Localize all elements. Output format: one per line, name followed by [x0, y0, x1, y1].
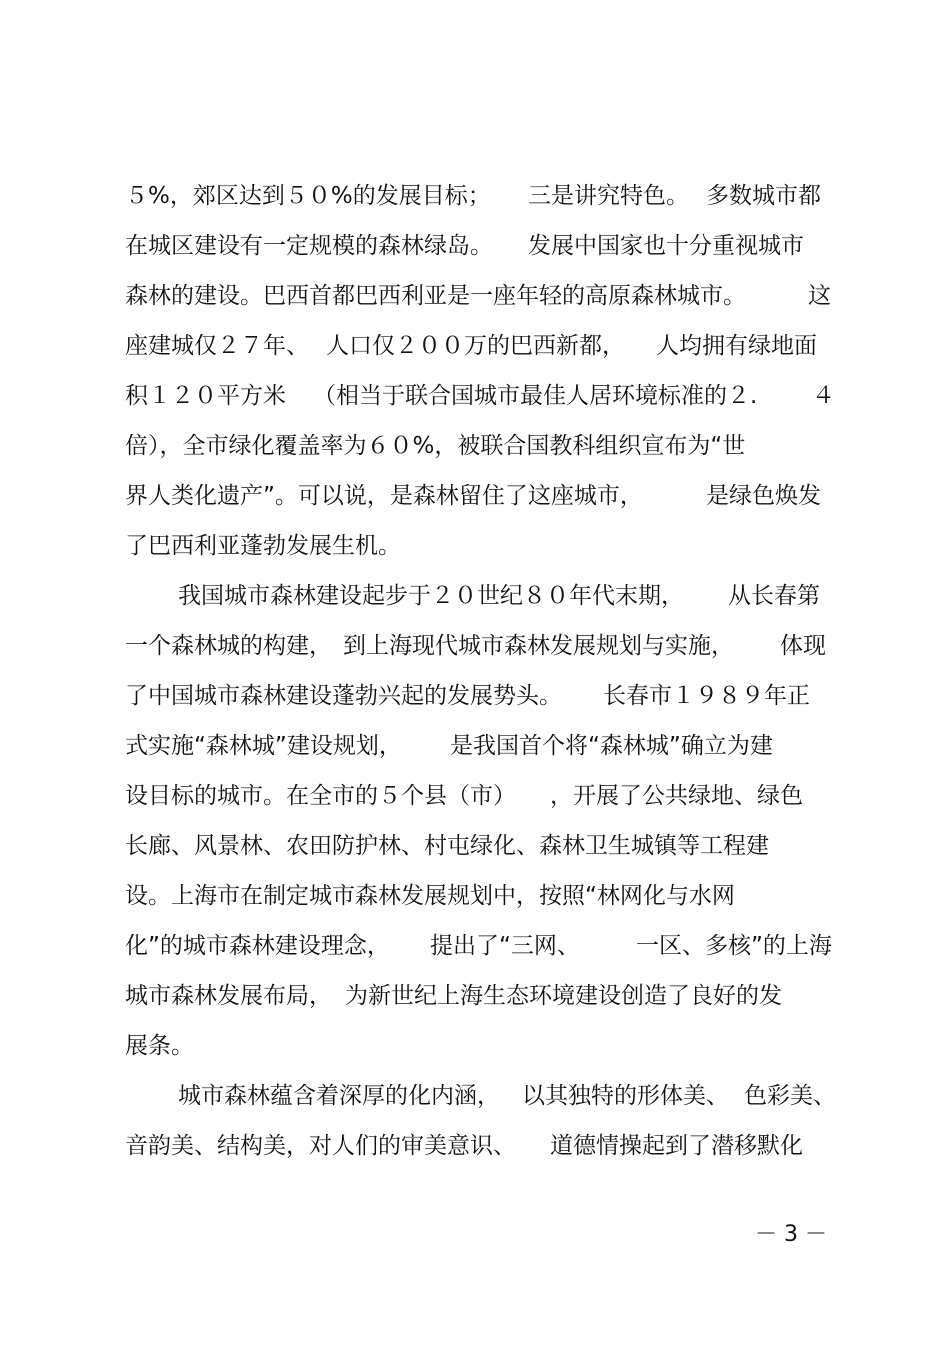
text-segment: 从长春第: [728, 583, 820, 609]
text-segment: 提出了“三网、: [430, 933, 580, 959]
text-segment: 长春市１９８９年正: [603, 683, 810, 709]
text-segment: 是我国首个将“森林城”确立为建: [450, 733, 773, 759]
text-line: [0, 826, 950, 866]
text-segment: 森林的建设。巴西首都巴西利亚是一座年轻的高原森林城市。: [125, 283, 746, 309]
text-segment: （相当于联合国城市最佳人居环境标准的２.: [313, 383, 758, 409]
text-line: [0, 876, 950, 916]
text-line: [0, 276, 950, 316]
text-segment: 人均拥有绿地面: [656, 333, 817, 359]
text-segment: 多数城市都: [706, 183, 821, 209]
text-line: [0, 626, 950, 666]
text-segment: 在城区建设有一定规模的森林绿岛。: [125, 233, 493, 259]
text-segment: ４: [812, 383, 835, 409]
text-segment: 发展中国家也十分重视城市: [528, 233, 804, 259]
text-segment: 道德情操起到了潜移默化: [550, 1133, 803, 1159]
text-line: [0, 526, 950, 566]
text-segment: 界人类化遗产”。可以说，是森林留住了这座城市，: [125, 483, 643, 509]
text-segment: 这: [808, 283, 831, 309]
text-line: [0, 1076, 950, 1116]
text-line: [0, 326, 950, 366]
text-segment: 式实施“森林城”建设规划，: [125, 733, 402, 759]
text-line: [0, 1126, 950, 1166]
text-segment: 积１２０平方米: [125, 383, 286, 409]
text-line: [0, 926, 950, 966]
text-line: [0, 776, 950, 816]
text-line: [0, 176, 950, 216]
text-segment: 展条。: [125, 1033, 194, 1059]
text-segment: 长廊、风景林、农田防护林、村屯绿化、森林卫生城镇等工程建: [125, 833, 769, 859]
text-segment: 一区、多核”的上海: [636, 933, 832, 959]
text-segment: 城市森林蕴含着深厚的化内涵，: [178, 1083, 500, 1109]
text-segment: 设目标的城市。在全市的５个县（市）: [125, 783, 516, 809]
text-segment: 一个森林城的构建，: [125, 633, 332, 659]
text-line: [0, 1026, 950, 1066]
text-segment: 座建城仅２７年、: [125, 333, 309, 359]
page-number: － 3 －: [755, 1222, 827, 1247]
text-segment: 体现: [780, 633, 826, 659]
text-line: [0, 726, 950, 766]
text-line: [0, 576, 950, 616]
text-segment: ，开展了公共绿地、绿色: [550, 783, 803, 809]
text-segment: 我国城市森林建设起步于２０世纪８０年代末期，: [178, 583, 684, 609]
text-segment: 以其独特的形体美、: [522, 1083, 729, 1109]
text-line: [0, 476, 950, 516]
text-segment: 倍），全市绿化覆盖率为６０%，被联合国教科组织宣布为“世: [125, 433, 746, 459]
text-segment: 了巴西利亚蓬勃发展生机。: [125, 533, 401, 559]
text-line: [0, 376, 950, 416]
text-segment: 化”的城市森林建设理念，: [125, 933, 390, 959]
text-segment: 三是讲究特色。: [528, 183, 689, 209]
text-segment: 是绿色焕发: [706, 483, 821, 509]
text-segment: 音韵美、结构美，对人们的审美意识、: [125, 1133, 516, 1159]
text-segment: 城市森林发展布局，: [125, 983, 332, 1009]
text-segment: ５%，郊区达到５０%的发展目标；: [125, 183, 491, 209]
text-segment: 人口仅２００万的巴西新都，: [326, 333, 625, 359]
text-segment: 设。上海市在制定城市森林发展规划中，按照“林网化与水网: [125, 883, 735, 909]
text-segment: 色彩美、: [744, 1083, 836, 1109]
text-segment: 了中国城市森林建设蓬勃兴起的发展势头。: [125, 683, 562, 709]
text-line: [0, 676, 950, 716]
text-line: [0, 226, 950, 266]
text-line: [0, 976, 950, 1016]
text-segment: 到上海现代城市森林发展规划与实施，: [343, 633, 734, 659]
text-line: [0, 426, 950, 466]
text-segment: 为新世纪上海生态环境建设创造了良好的发: [345, 983, 782, 1009]
